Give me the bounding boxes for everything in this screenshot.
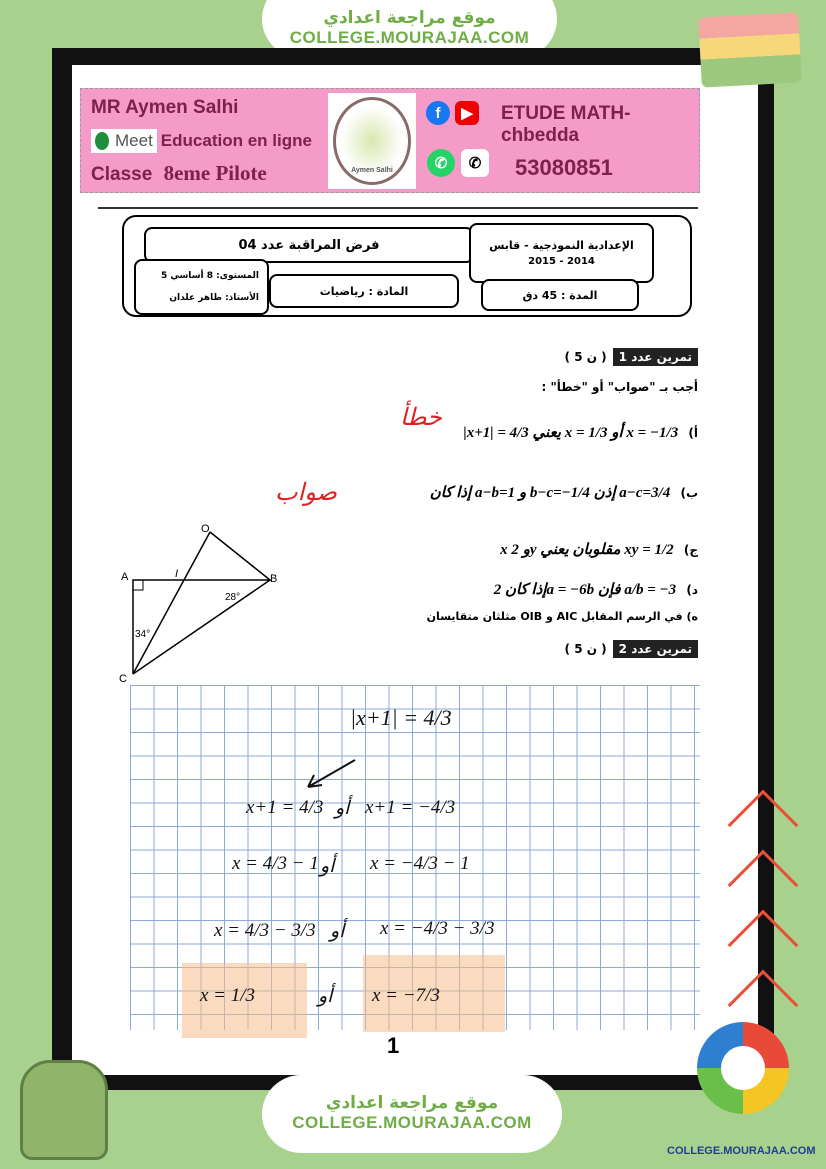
site-url[interactable]: COLLEGE.MOURAJAA.COM — [292, 1113, 532, 1132]
level: المستوى: 8 أساسي 5 — [160, 271, 259, 281]
exam-header — [122, 215, 692, 317]
school-name: الإعدادية النموذجية - قابس — [489, 239, 634, 252]
item-label: د) — [686, 583, 698, 597]
item-label: ه) — [686, 610, 698, 623]
teacher-name: MR Aymen Salhi — [91, 97, 239, 118]
angle-28: 28° — [225, 592, 241, 603]
exercise1-item-d — [488, 580, 698, 599]
site-url[interactable]: COLLEGE.MOURAJAA.COM — [289, 28, 530, 47]
teacher: الأستاذ: طاهر علدان — [169, 293, 259, 303]
subject: المادة : رياضيات — [269, 274, 459, 308]
exercise1-item-e — [427, 610, 698, 623]
hw-or: أو — [335, 798, 350, 819]
label-a: A — [121, 571, 129, 583]
exercise1-points: ( 5 ن ) — [564, 350, 607, 364]
label-i: I — [175, 568, 179, 580]
class-label: Classe — [91, 164, 153, 185]
exam-title: فرض المراقبة عدد 04 — [144, 227, 474, 263]
item-label: أ) — [688, 426, 698, 440]
google-meet-icon — [95, 132, 109, 150]
exercise1-item-a — [457, 423, 698, 442]
hw-or: أو — [330, 921, 345, 942]
hw-line1b: x+1 = −4/3 — [365, 797, 456, 818]
hw-line1a: x+1 = 4/3 — [246, 797, 324, 818]
exercise2-points: ( 5 ن ) — [564, 642, 607, 656]
seal-text: Aymen Salhi — [333, 97, 411, 185]
hw-line3b: x = −4/3 − 3/3 — [380, 918, 495, 939]
teacher-banner — [80, 88, 700, 193]
triangle-figure — [115, 522, 295, 684]
angle-34: 34° — [135, 629, 151, 640]
meet-text: Education en ligne — [160, 131, 312, 150]
corner-logo-text[interactable]: COLLEGE.MOURAJAA.COM — [667, 1145, 816, 1157]
arrow-icon — [300, 755, 360, 795]
youtube-icon[interactable]: ▶ — [455, 101, 479, 125]
item-text: x و 2y مقلوبان يعني xy = 1/2 — [500, 542, 674, 558]
hw-line2b: x = −4/3 − 1 — [370, 853, 470, 874]
books-icon — [698, 12, 802, 87]
school-year: 2015 - 2014 — [528, 256, 595, 267]
phone-number: 53080851 — [515, 155, 613, 180]
phone-icon[interactable]: ✆ — [461, 149, 489, 177]
facebook-icon[interactable]: f — [426, 101, 450, 125]
exercise2-title: تمرين عدد 2 — [613, 640, 698, 658]
hw-or: أو — [318, 986, 333, 1007]
duration: المدة : 45 دق — [481, 279, 639, 311]
answer-b: صواب — [275, 478, 338, 506]
label-o: O — [201, 523, 210, 535]
hw-or: أو — [320, 856, 335, 877]
exercise1-title: تمرين عدد 1 — [613, 348, 698, 366]
item-label: ب) — [680, 486, 698, 500]
college-logo-icon — [697, 1022, 789, 1114]
exercise2-header — [565, 640, 698, 658]
item-text: إذا كان 2a = −6b فإن a/b = −3 — [493, 582, 677, 598]
label-c: C — [119, 673, 127, 684]
class-value: 8eme Pilote — [163, 161, 267, 185]
exercise1-header — [565, 348, 698, 366]
hw-line3a: x = 4/3 − 3/3 — [214, 920, 316, 941]
backpack-icon — [20, 1060, 108, 1160]
hw-line2a: x = 4/3 − 1 — [232, 853, 319, 874]
hw-answer1: x = 1/3 — [200, 985, 256, 1006]
site-name-arabic: موقع مراجعة اعدادي — [325, 1093, 499, 1113]
exercise1-instruction: أجب بـ "صواب" أو "خطأ" : — [541, 380, 698, 394]
whatsapp-icon[interactable]: ✆ — [427, 149, 455, 177]
item-text: في الرسم المقابل AIC و OIB مثلثان متقايسان — [426, 610, 683, 623]
answer-a: خطأ — [400, 403, 442, 431]
exercise1-item-c — [494, 540, 698, 559]
hw-equation: |x+1| = 4/3 — [350, 705, 452, 730]
meet-badge — [91, 129, 157, 153]
teacher-seal-logo — [328, 93, 416, 189]
site-name-arabic: موقع مراجعة اعدادي — [323, 8, 496, 28]
divider — [98, 207, 698, 209]
item-text: إذا كان a−b=1 و b−c=−1/4 إذن a−c=3/4 — [429, 485, 671, 501]
item-label: ج) — [683, 543, 698, 557]
site-banner-bottom — [262, 1075, 562, 1153]
page-number: 1 — [387, 1033, 400, 1058]
page-name: ETUDE MATH-chbedda — [501, 103, 631, 146]
item-text: |x+1| = 4/3 يعني x = 1/3 أو x = −1/3 — [463, 425, 679, 441]
label-b: B — [270, 573, 278, 585]
meet-label: Meet — [115, 131, 153, 150]
hw-answer2: x = −7/3 — [372, 985, 440, 1006]
exercise1-item-b — [424, 483, 698, 502]
